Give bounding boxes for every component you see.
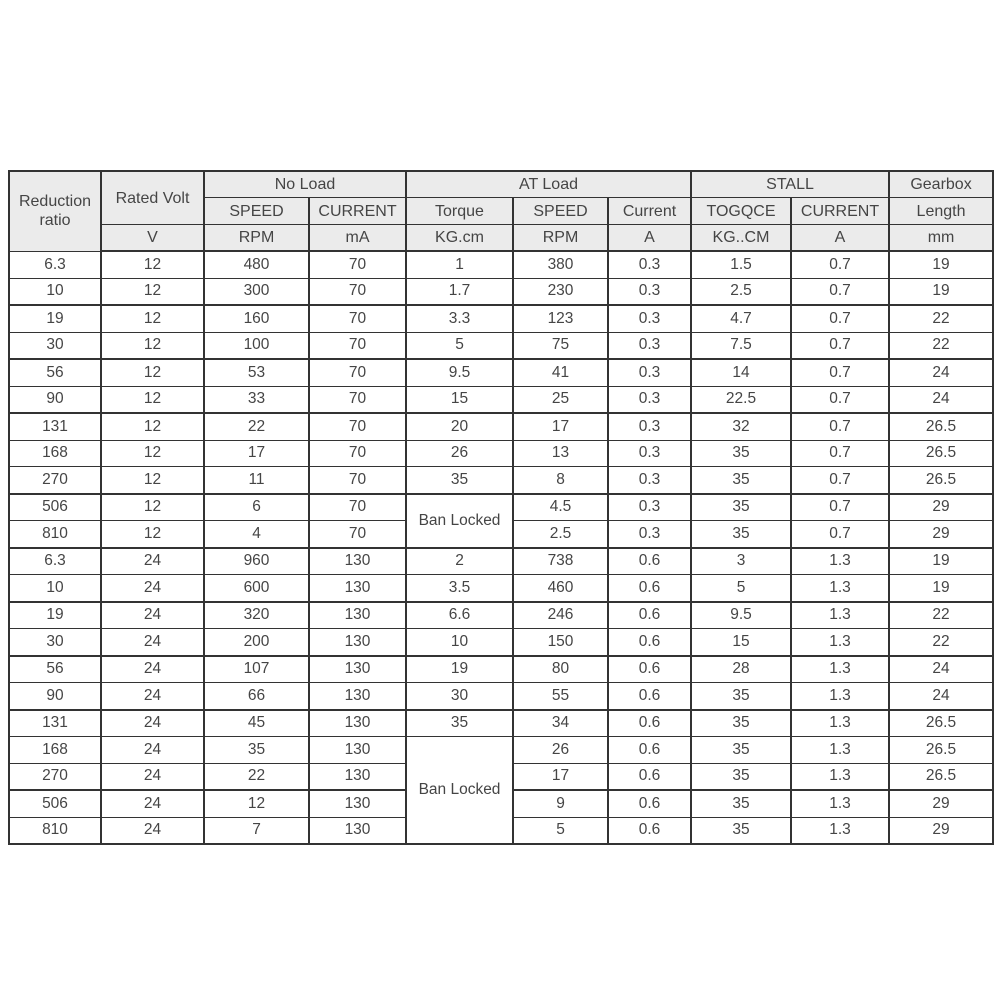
table-cell: 130 xyxy=(309,548,406,575)
table-cell: 66 xyxy=(204,683,309,710)
table-cell: 1.3 xyxy=(791,575,889,602)
table-cell: 20 xyxy=(406,413,513,440)
table-row xyxy=(9,710,993,737)
table-cell: 0.6 xyxy=(608,656,691,683)
table-cell: 0.3 xyxy=(608,332,691,359)
table-cell: 130 xyxy=(309,683,406,710)
table-cell: 0.6 xyxy=(608,602,691,629)
table-row xyxy=(9,629,993,656)
unit-length: mm xyxy=(889,225,993,252)
header-group-at-load: AT Load xyxy=(406,171,691,198)
table-cell: 246 xyxy=(513,602,608,629)
table-cell: 150 xyxy=(513,629,608,656)
table-row xyxy=(9,440,993,467)
table-cell: 12 xyxy=(101,278,204,305)
header-no-load-current: CURRENT xyxy=(309,198,406,225)
table-cell: 19 xyxy=(406,656,513,683)
table-cell: 22 xyxy=(889,602,993,629)
table-cell: 1.3 xyxy=(791,710,889,737)
unit-no-load-current: mA xyxy=(309,225,406,252)
table-cell: 1.3 xyxy=(791,602,889,629)
header-torque: Torque xyxy=(406,198,513,225)
header-row-units xyxy=(9,225,993,252)
table-cell: 11 xyxy=(204,467,309,494)
table-cell: 24 xyxy=(889,656,993,683)
table-cell: 24 xyxy=(101,763,204,790)
table-cell: 600 xyxy=(204,575,309,602)
table-cell: 0.6 xyxy=(608,737,691,764)
table-cell: 29 xyxy=(889,790,993,817)
table-cell: 0.7 xyxy=(791,467,889,494)
header-reduction-ratio: Reduction ratio xyxy=(9,171,101,251)
table-cell: 70 xyxy=(309,467,406,494)
table-cell: 0.7 xyxy=(791,278,889,305)
table-cell: 24 xyxy=(101,656,204,683)
table-cell: 24 xyxy=(889,683,993,710)
table-cell: 19 xyxy=(889,548,993,575)
table-cell: 810 xyxy=(9,817,101,844)
table-cell: 0.6 xyxy=(608,763,691,790)
table-cell: 168 xyxy=(9,737,101,764)
table-cell: 506 xyxy=(9,494,101,521)
table-cell: 17 xyxy=(513,413,608,440)
table-cell: 70 xyxy=(309,440,406,467)
table-cell: 41 xyxy=(513,359,608,386)
table-cell: 22.5 xyxy=(691,386,791,413)
table-cell: 26.5 xyxy=(889,737,993,764)
table-cell: 12 xyxy=(204,790,309,817)
table-row xyxy=(9,413,993,440)
table-cell: 70 xyxy=(309,332,406,359)
header-length: Length xyxy=(889,198,993,225)
table-cell: 24 xyxy=(101,602,204,629)
table-cell: 28 xyxy=(691,656,791,683)
table-cell: 70 xyxy=(309,494,406,521)
table-cell: 22 xyxy=(889,305,993,332)
table-cell: 8 xyxy=(513,467,608,494)
table-cell: 1.3 xyxy=(791,629,889,656)
table-cell: 90 xyxy=(9,683,101,710)
table-row xyxy=(9,386,993,413)
table-cell: 7 xyxy=(204,817,309,844)
table-cell: 12 xyxy=(101,413,204,440)
table-cell: 12 xyxy=(101,494,204,521)
table-cell: 3 xyxy=(691,548,791,575)
header-at-load-current: Current xyxy=(608,198,691,225)
table-cell: 1.3 xyxy=(791,737,889,764)
table-cell: 12 xyxy=(101,521,204,548)
table-cell: 19 xyxy=(9,305,101,332)
table-cell: 12 xyxy=(101,359,204,386)
header-stall-current: CURRENT xyxy=(791,198,889,225)
table-row xyxy=(9,278,993,305)
table-cell: 9.5 xyxy=(691,602,791,629)
table-cell: 32 xyxy=(691,413,791,440)
table-cell: 55 xyxy=(513,683,608,710)
table-cell: 738 xyxy=(513,548,608,575)
table-cell: 29 xyxy=(889,494,993,521)
table-cell: 35 xyxy=(691,710,791,737)
table-cell: 75 xyxy=(513,332,608,359)
table-cell: 26 xyxy=(513,737,608,764)
table-cell: 24 xyxy=(101,710,204,737)
header-stall-torque: TOGQCE xyxy=(691,198,791,225)
table-cell: 4.7 xyxy=(691,305,791,332)
table-cell: 0.3 xyxy=(608,386,691,413)
table-cell: 130 xyxy=(309,575,406,602)
table-cell: 25 xyxy=(513,386,608,413)
table-cell: 2.5 xyxy=(691,278,791,305)
table-cell: 0.3 xyxy=(608,467,691,494)
table-cell: 2 xyxy=(406,548,513,575)
table-row xyxy=(9,656,993,683)
table-cell: 26.5 xyxy=(889,440,993,467)
table-cell: 0.6 xyxy=(608,817,691,844)
table-cell: 30 xyxy=(9,629,101,656)
table-cell: 0.3 xyxy=(608,251,691,278)
table-cell: 0.3 xyxy=(608,305,691,332)
table-cell: 0.7 xyxy=(791,332,889,359)
header-rated-volt: Rated Volt xyxy=(101,171,204,225)
table-cell: 300 xyxy=(204,278,309,305)
table-header xyxy=(9,171,993,251)
table-cell: 53 xyxy=(204,359,309,386)
unit-torque: KG.cm xyxy=(406,225,513,252)
table-row xyxy=(9,683,993,710)
table-cell: 0.6 xyxy=(608,710,691,737)
table-cell: 24 xyxy=(101,629,204,656)
table-cell: 3.5 xyxy=(406,575,513,602)
table-cell: 230 xyxy=(513,278,608,305)
table-cell: 35 xyxy=(204,737,309,764)
table-cell: 45 xyxy=(204,710,309,737)
header-no-load-speed: SPEED xyxy=(204,198,309,225)
table-cell: 1.3 xyxy=(791,548,889,575)
table-cell: 12 xyxy=(101,386,204,413)
table-cell: 70 xyxy=(309,521,406,548)
table-cell: 0.7 xyxy=(791,494,889,521)
table-cell: 270 xyxy=(9,467,101,494)
unit-volt: V xyxy=(101,225,204,252)
table-cell: 22 xyxy=(204,413,309,440)
table-cell: 130 xyxy=(309,710,406,737)
table-row xyxy=(9,332,993,359)
table-cell: 0.7 xyxy=(791,440,889,467)
table-cell: 35 xyxy=(691,440,791,467)
table-cell: 12 xyxy=(101,332,204,359)
table-cell: 107 xyxy=(204,656,309,683)
table-cell: 35 xyxy=(406,710,513,737)
table-cell: 7.5 xyxy=(691,332,791,359)
table-cell: 320 xyxy=(204,602,309,629)
table-cell: 29 xyxy=(889,521,993,548)
header-group-stall: STALL xyxy=(691,171,889,198)
table-cell: 131 xyxy=(9,710,101,737)
table-cell: 0.3 xyxy=(608,440,691,467)
table-cell: 5 xyxy=(513,817,608,844)
table-cell: 24 xyxy=(889,359,993,386)
unit-at-load-current: A xyxy=(608,225,691,252)
table-cell: 130 xyxy=(309,790,406,817)
table-cell: 168 xyxy=(9,440,101,467)
table-cell: 30 xyxy=(9,332,101,359)
table-cell: 130 xyxy=(309,763,406,790)
table-cell: 34 xyxy=(513,710,608,737)
table-row xyxy=(9,359,993,386)
unit-stall-current: A xyxy=(791,225,889,252)
header-row-groups xyxy=(9,171,993,198)
table-cell: 1 xyxy=(406,251,513,278)
header-group-gearbox: Gearbox xyxy=(889,171,993,198)
table-cell: 24 xyxy=(101,790,204,817)
table-cell: 19 xyxy=(889,278,993,305)
header-at-load-speed: SPEED xyxy=(513,198,608,225)
table-cell: 17 xyxy=(204,440,309,467)
table-cell: 30 xyxy=(406,683,513,710)
table-cell: 270 xyxy=(9,763,101,790)
table-cell: 15 xyxy=(691,629,791,656)
table-cell: 6 xyxy=(204,494,309,521)
table-cell: 0.3 xyxy=(608,278,691,305)
table-cell: 810 xyxy=(9,521,101,548)
table-cell: 1.3 xyxy=(791,683,889,710)
table-cell: 460 xyxy=(513,575,608,602)
table-cell: 2.5 xyxy=(513,521,608,548)
table-row xyxy=(9,737,993,764)
table-cell: 24 xyxy=(889,386,993,413)
table-cell: 380 xyxy=(513,251,608,278)
table-cell: 0.7 xyxy=(791,251,889,278)
table-cell: 24 xyxy=(101,817,204,844)
table-cell: 5 xyxy=(691,575,791,602)
table-cell: 26 xyxy=(406,440,513,467)
table-cell: 0.6 xyxy=(608,575,691,602)
table-cell: 0.7 xyxy=(791,386,889,413)
table-cell: 12 xyxy=(101,251,204,278)
table-cell: 0.7 xyxy=(791,521,889,548)
table-cell: 90 xyxy=(9,386,101,413)
unit-stall-torque: KG..CM xyxy=(691,225,791,252)
table-cell: 26.5 xyxy=(889,467,993,494)
table-row xyxy=(9,494,993,521)
table-cell: 0.3 xyxy=(608,359,691,386)
table-row xyxy=(9,251,993,278)
table-cell: 19 xyxy=(9,602,101,629)
table-cell: 24 xyxy=(101,683,204,710)
table-cell: 29 xyxy=(889,817,993,844)
table-cell: 0.6 xyxy=(608,548,691,575)
table-cell: 22 xyxy=(204,763,309,790)
table-cell: 10 xyxy=(9,278,101,305)
table-cell: 1.3 xyxy=(791,790,889,817)
table-cell: 3.3 xyxy=(406,305,513,332)
table-cell: 9 xyxy=(513,790,608,817)
table-cell: 506 xyxy=(9,790,101,817)
table-cell: 0.3 xyxy=(608,494,691,521)
table-cell: 160 xyxy=(204,305,309,332)
spec-table xyxy=(8,170,994,845)
table-row xyxy=(9,602,993,629)
table-cell: 26.5 xyxy=(889,710,993,737)
table-cell: 22 xyxy=(889,332,993,359)
table-cell: 35 xyxy=(691,790,791,817)
table-cell: 1.5 xyxy=(691,251,791,278)
table-cell: 26.5 xyxy=(889,763,993,790)
table-cell: 56 xyxy=(9,359,101,386)
table-cell: 1.7 xyxy=(406,278,513,305)
table-cell: 12 xyxy=(101,440,204,467)
table-cell: 19 xyxy=(889,251,993,278)
table-body xyxy=(9,251,993,844)
table-cell: 131 xyxy=(9,413,101,440)
table-cell: 6.3 xyxy=(9,548,101,575)
table-cell: 9.5 xyxy=(406,359,513,386)
table-cell: 19 xyxy=(889,575,993,602)
table-cell: 12 xyxy=(101,467,204,494)
table-cell: 1.3 xyxy=(791,656,889,683)
unit-no-load-speed: RPM xyxy=(204,225,309,252)
table-cell: 70 xyxy=(309,386,406,413)
table-cell: 35 xyxy=(691,737,791,764)
table-cell: 70 xyxy=(309,413,406,440)
table-cell: 6.3 xyxy=(9,251,101,278)
table-cell: 70 xyxy=(309,305,406,332)
table-cell: 0.7 xyxy=(791,305,889,332)
table-row xyxy=(9,575,993,602)
table-cell: 4.5 xyxy=(513,494,608,521)
table-cell: 70 xyxy=(309,359,406,386)
table-cell: 6.6 xyxy=(406,602,513,629)
table-cell: 24 xyxy=(101,737,204,764)
table-cell: 130 xyxy=(309,629,406,656)
table-row xyxy=(9,548,993,575)
table-cell: 12 xyxy=(101,305,204,332)
table-cell: 200 xyxy=(204,629,309,656)
table-cell: 24 xyxy=(101,575,204,602)
table-cell: 13 xyxy=(513,440,608,467)
table-cell: 480 xyxy=(204,251,309,278)
table-cell: 0.3 xyxy=(608,521,691,548)
table-cell: 35 xyxy=(691,763,791,790)
table-cell: 26.5 xyxy=(889,413,993,440)
header-group-no-load: No Load xyxy=(204,171,406,198)
table-cell: 33 xyxy=(204,386,309,413)
table-cell: 22 xyxy=(889,629,993,656)
table-cell: 0.7 xyxy=(791,413,889,440)
table-cell: 14 xyxy=(691,359,791,386)
table-cell: 130 xyxy=(309,737,406,764)
ban-locked-cell: Ban Locked xyxy=(406,494,513,548)
table-cell: 960 xyxy=(204,548,309,575)
table-cell: 130 xyxy=(309,656,406,683)
table-cell: 70 xyxy=(309,278,406,305)
table-cell: 130 xyxy=(309,817,406,844)
table-cell: 100 xyxy=(204,332,309,359)
table-cell: 24 xyxy=(101,548,204,575)
table-cell: 10 xyxy=(9,575,101,602)
table-cell: 56 xyxy=(9,656,101,683)
table-cell: 35 xyxy=(691,521,791,548)
table-cell: 35 xyxy=(406,467,513,494)
table-cell: 130 xyxy=(309,602,406,629)
table-cell: 35 xyxy=(691,683,791,710)
table-cell: 0.6 xyxy=(608,790,691,817)
table-row xyxy=(9,305,993,332)
table-cell: 0.3 xyxy=(608,413,691,440)
table-cell: 15 xyxy=(406,386,513,413)
table-cell: 35 xyxy=(691,494,791,521)
table-cell: 4 xyxy=(204,521,309,548)
ban-locked-cell: Ban Locked xyxy=(406,737,513,845)
table-cell: 123 xyxy=(513,305,608,332)
table-cell: 10 xyxy=(406,629,513,656)
table-cell: 0.6 xyxy=(608,629,691,656)
table-cell: 0.6 xyxy=(608,683,691,710)
table-cell: 1.3 xyxy=(791,763,889,790)
table-cell: 1.3 xyxy=(791,817,889,844)
table-cell: 17 xyxy=(513,763,608,790)
table-cell: 5 xyxy=(406,332,513,359)
unit-at-load-speed: RPM xyxy=(513,225,608,252)
table-cell: 35 xyxy=(691,817,791,844)
table-row xyxy=(9,467,993,494)
table-cell: 70 xyxy=(309,251,406,278)
table-cell: 0.7 xyxy=(791,359,889,386)
table-cell: 80 xyxy=(513,656,608,683)
table-cell: 35 xyxy=(691,467,791,494)
